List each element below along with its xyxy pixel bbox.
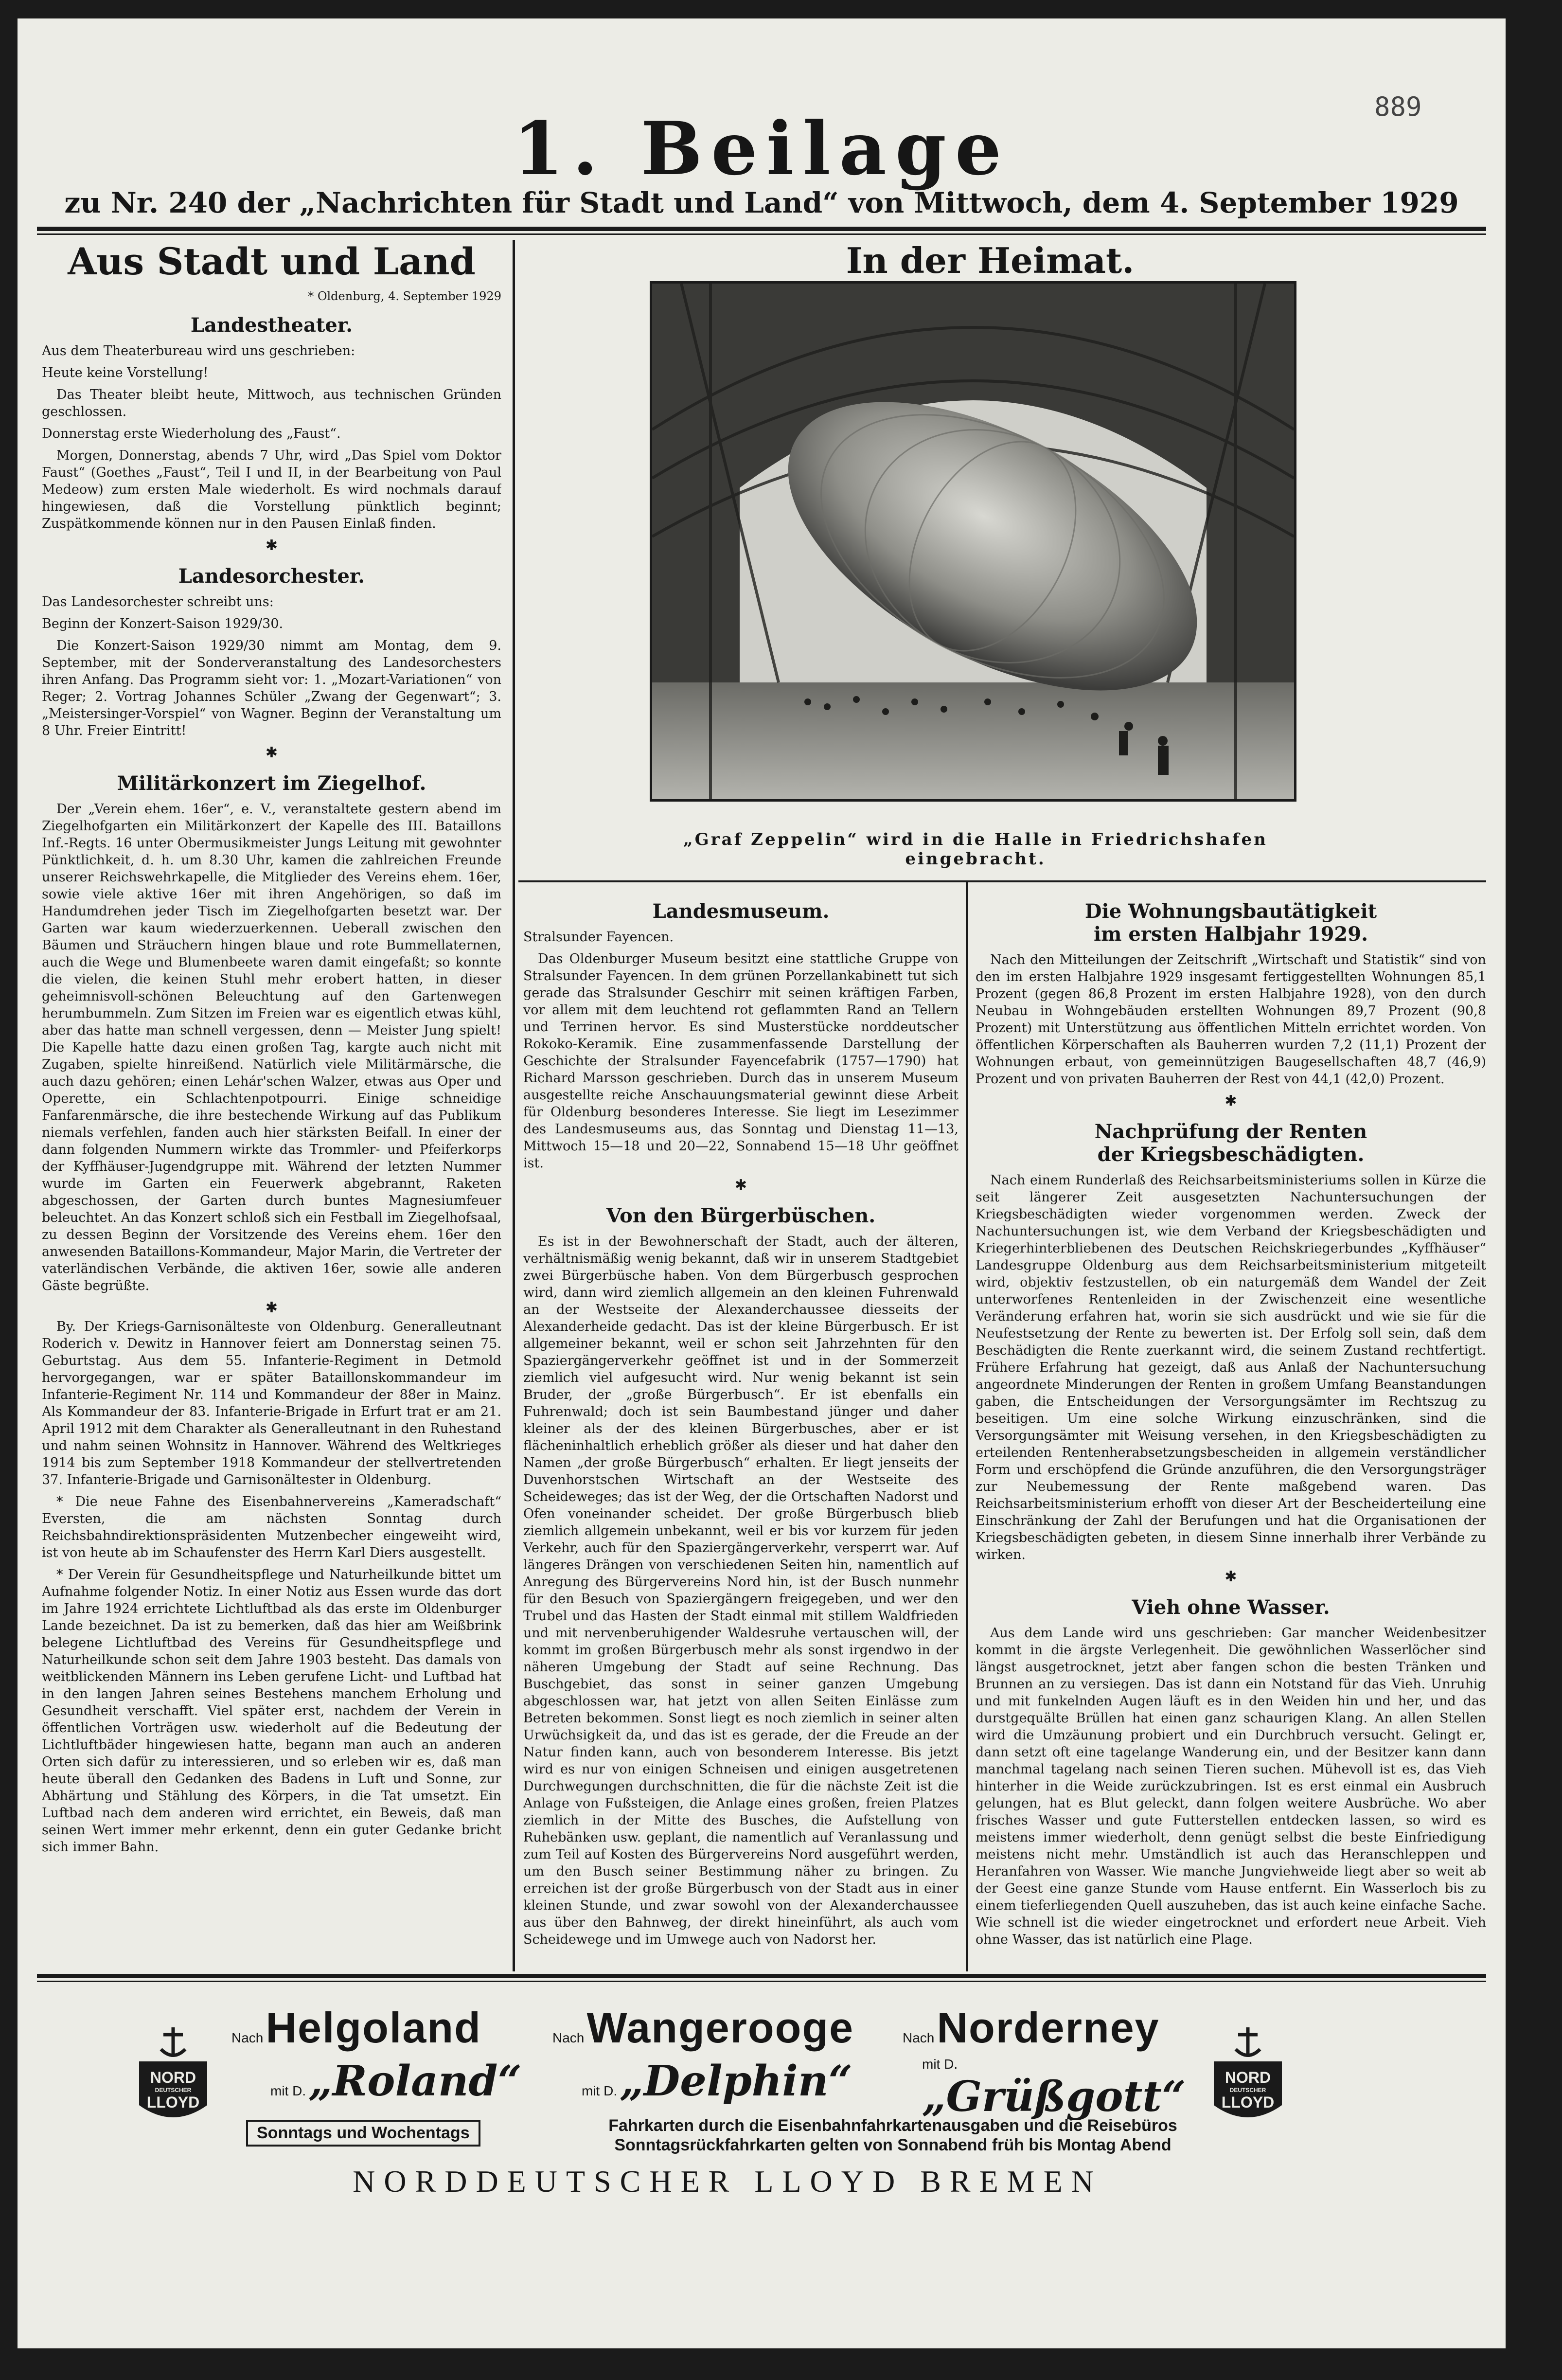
fahrkarten-info [582,2116,1204,2155]
destination-norderney [903,2003,1204,2053]
article-paragraph: Es ist in der Bewohnerschaft der Stadt, auch der älteren, verhältnismäßig wenig bekannt, daß wir in unserem Stadtgebiet zwei Bürgerbüsche haben. Von dem Bürgerbusch gesprochen wird, dann wird ziemlich allgemein an den kleinen Fuhrenwald an der Westseite der Alexanderchaussee diesseits der Alexanderheide gedacht. Das ist der kleine Bürgerbusch. Er ist allgemeiner bekannt, weil er schon seit Jahrzehnten für den Spaziergängerverkehr geöffnet ist und in der Sommerzeit ziemlich viel aufgesucht wird. Nur wenig bekannt ist sein Bruder, der „große Bürgerbusch“. Er ist ebenfalls ein Fuhrenwald; doch ist sein Baumbestand jünger und daher kleiner als der des kleinen Bürgerbusches, aber er ist flächeninhaltlich erheblich größer als dieser und hat daher den Namen „der große Bürgerbusch“ erhalten. Er liegt jenseits der Duvenhorstschen Wirtschaft an der Westseite des Scheideweges; das ist der Weg, der die Ortschaften Nadorst und Ofen voneinander scheidet. Der große Bürgerbusch blieb ziemlich allgemein unbekannt, weil er bis vor kurzem für jeden Verkehr, auch für den Spaziergängerverkehr, versperrt war. Auf längeres Drängen von verschiedenen Seiten hin, namentlich auf Anregung des Bürgervereins Nord hin, ist der Busch nunmehr für den Besuch von Spaziergängern freigegeben, und wer den Trubel und das Hasten der Stadt einmal mit stillem Waldfrieden und mit nervenberuhigender Waldesruhe vertauschen will, der kommt im großen Bürgerbusch mehr als sonst irgendwo in der näheren Umgebung der Stadt auf seine Rechnung. Das Buschgebiet, das sonst in seiner ganzen Umgebung abgeschlossen war, hat jetzt von allen Seiten Einlässe zum Betreten bekommen. Sonst liegt es noch ziemlich in seiner alten Urwüchsigkeit da, und das ist es gerade, der die Freude an der Natur finden kann, auch von besonderem Interesse. Bis jetzt wird es nur von einigen Schneisen und einigen ausgetretenen Durchwegungen durchschnitten, die für die nächste Zeit ist die Anlage von Fußsteigen, die Anlage eines großen, freien Platzes ziemlich in der Mitte des Busches, die Aufstellung von Ruhebänken usw. geplant, die namentlich auf Veranlassung und zum Teil auf Kosten des Bürgervereins Nord ausgeführt werden, um den Busch seiner Bestimmung näher zu bringen. Zu erreichen ist der große Bürgerbusch von der Stadt aus in einer kleinen Stunde, und zwar sowohl von der Alexanderchaussee aus über den Bahnweg, der direkt hineinführt, als auch vom Scheidewege und im Umwege auch von Nadorst her. [523,1234,958,1947]
heimat-heading: In der Heimat. [846,240,1135,281]
section-heading: Aus Stadt und Land [68,240,476,283]
logo-word: LLOYD [1221,2094,1275,2111]
article-paragraph: Morgen, Donnerstag, abends 7 Uhr, wird „Das Spiel vom Doktor Faust“ (Goethes „Faust“, Teil I und II, in der Bearbeitung von Paul Medeow) zum ersten Male wiederholt. Es wird nochmals darauf hingewiesen, daß die Vorstellung pünktlich beginnt; Zuspätkommende können nur in den Pausen Einlaß finden. [42,448,501,531]
article-subheading: Donnerstag erste Wiederholung des „Faust“. [42,426,341,441]
mit-d-label: mit D. [270,2083,306,2098]
article-paragraph: Das Oldenburger Museum besitzt eine stattliche Gruppe von Stralsunder Fayencen. In dem grünen Porzellankabinett tut sich gerade das Stralsunder Geschirr mit seinen kräftigen Farben, vor allem mit dem leuchtend rot geflammten Rand an Tellern und Terrinen hervor. Es sind Musterstücke norddeutscher Rokoko-Keramik. Eine zusammenfassende Darstellung der Geschichte der Stralsunder Fayencefabrik (1757—1790) hat Richard Marsson geschrieben. Durch das in unserem Museum ausgestellte reiche Anschauungsmaterial gewinnt diese Arbeit für Oldenburg besonderes Interesse. Sie liegt im Lesezimmer des Landesmuseums aus, das Sonntag und Dienstag 11—13, Mittwoch 15—18 und 20—22, Sonnabend 15—18 Uhr geöffnet ist. [523,951,958,1171]
ship-name: „Roland“ [308,2057,522,2106]
logo-word: LLOYD [146,2094,200,2111]
fahrkarten-line: Sonntagsrückfahrkarten gelten von Sonnabend früh bis Montag Abend [614,2136,1172,2154]
article-lead: Das Landesorchester schreibt uns: [42,594,274,609]
article-subheading: Heute keine Vorstellung! [42,365,209,380]
header-rule-thin [37,233,1486,235]
lloyd-logo-left [134,2022,212,2129]
article-paragraph: Der „Verein ehem. 16er“, e. V., veranstaltete gestern abend im Ziegelhofgarten ein Militärkonzert der Kapelle des III. Bataillons Inf.-Regts. 16 unter Obermusikmeister Jungs Leitung mit gewohnter Pünktlichkeit, d. h. um 8.30 Uhr, kamen die zahlreichen Freunde unserer Reichswehrkapelle, die Mitglieder des Vereins ehem. 16er, sowie viele aktive 16er mit ihren Angehörigen, so daß im Handumdrehen jeder Tisch im Ziegelhofgarten besetzt war. Der Garten war kaum wiederzuerkennen. Ueberall zwischen den Bäumen und Sträuchern hingen blaue und rote Bummellaternen, auch die Wege und Blumenbeete waren damit eingefaßt; so konnte die vielen, die keinen Stuhl mehr erobert hatten, in dieser geheimnisvoll-schönen Beleuchtung auf den Gartenwegen herumbummeln. Zum Sitzen im Freien war es eigentlich etwas kühl, aber das hatte man schnell vergessen, denn — Meister Jung spielt! Die Kapelle hatte dazu einen großen Tag, kargte auch nicht mit Zugaben, spielte hinreißend. Natürlich viele Militärmärsche, die auch dazu gehören; einen Lehár'schen Walzer, etwas aus Oper und Operette, ein Schlachtenpotpourri. Einige schneidige Fanfarenmärsche, die ihre bestechende Wirkung auf das Publikum niemals verfehlen, fanden auch hier stärksten Beifall. In einer der dann folgenden Nummern wirkte das Trommler- und Pfeiferkorps der Kyffhäuser-Jugendgruppe mit. Während der letzten Nummer wurde im Garten ein Feuerwerk abgebrannt, Raketen abgeschossen, der Garten durch buntes Magnesiumfeuer beleuchtet. An das Konzert schloß sich ein Festball im Ziegelhofsaal, zu dessen Beginn der Vorsitzende des Vereins ehem. 16er den anwesenden Bataillons-Kommandeur, Major Marin, die Vertreter der vaterländischen Verbände, die aktiven 16er, sowie alle anderen Gäste begrüßte. [42,802,501,1293]
lloyd-advertisement [134,2003,1408,2212]
article-paragraph: By. Der Kriegs-Garnisonälteste von Oldenburg. Generalleutnant Roderich v. Dewitz in Hannover feiert am Donnerstag seinen 75. Geburtstag. Aus dem 55. Infanterie-Regiment in Detmold hervorgegangen, war er später Bataillonskommandeur im Infanterie-Regiment Nr. 114 und Kommandeur der 88er in Mainz. Als Kommandeur der 83. Infanterie-Brigade in Erfurt trat er am 21. April 1912 mit dem Charakter als Generalleutnant in den Ruhestand und nahm seinen Wohnsitz in Hannover. Während des Weltkrieges 1914 bis zum September 1918 Kommandeur der stellvertretenden 37. Infanterie-Brigade und Garnisonältester in Oldenburg. [42,1319,501,1487]
separator-star: ✱ [1225,1568,1237,1585]
article-heading: Die Wohnungsbautätigkeit [1084,900,1377,923]
header-rule [37,227,1486,231]
article-heading: Vieh ohne Wasser. [1132,1596,1330,1619]
issue-subtitle: zu Nr. 240 der „Nachrichten für Stadt und Land“ von Mittwoch, dem 4. September 1929 [64,186,1459,219]
destination-name: Helgoland [266,2004,481,2052]
article-heading: Von den Bürgerbüschen. [606,1204,876,1227]
separator-star: ✱ [265,537,278,554]
separator-star: ✱ [734,1177,747,1194]
article-heading: Militärkonzert im Ziegelhof. [117,772,426,795]
right-column [976,889,1486,1971]
logo-word: DEUTSCHER [1229,2087,1266,2094]
separator-star: ✱ [1225,1092,1237,1109]
ship-name: „Delphin“ [620,2057,852,2106]
destination-helgoland [231,2003,543,2053]
logo-word: NORD [150,2069,196,2086]
ship-name: „Grüßgott“ [922,2072,1186,2121]
article-subheading: Beginn der Konzert-Saison 1929/30. [42,616,284,631]
article-paragraph: Nach einem Runderlaß des Reichsarbeitsministeriums sollen in Kürze die seit längerer Zeit ausgesetzten Nachuntersuchungen der Kriegsbeschädigten wieder vorgenommen werden. Zweck der Nachuntersuchungen ist, wie dem Verband der Kriegsbeschädigten und Kriegerhinterbliebenen des Deutschen Reichskriegerbundes „Kyffhäuser“ Landesgruppe Oldenburg aus dem Reichsarbeitsministerium mitgeteilt wird, objektiv festzustellen, ob ein naturgemäß dem Wandel der Zeit unterworfenes Rentenleiden in der Zwischenzeit eine wesentliche Veränderung erfahren hat, worin sie sich ausdrückt und wie sie für die Neufestsetzung der Rente zu bewerten ist. Der Erfolg soll sein, daß dem Beschädigten die Rente zuerkannt wird, die seinem Zustand rechtfertigt. Frühere Erfahrung hat gezeigt, daß aus Anlaß der Nachuntersuchung angeordnete Minderungen der Renten in großem Umfang Beanstandungen gaben, die Entscheidungen der Versorgungsämter im Rechtszug zu beseitigen. Um eine solche Wirkung einzuschränken, sind die Versorgungsämter mit Weisung versehen, in den Kriegsbeschädigten zu erteilenden Rentenherabsetzungsbescheiden in allgemein verständlicher Form und erschöpfend die Gründe anzuführen, die den Versorgungsträger zur Neubemessung der Rente maßgebend waren. Das Reichsarbeitsministerium erhofft von dieser Art der Bescheiderteilung eine Einschränkung der Zahl der Berufungen und hat die Organisationen der Kriegsbeschädigten gebeten, in diesem Sinne innerhalb ihrer Verbände zu wirken. [976,1173,1486,1562]
ship-roland [270,2057,543,2106]
destination-name: Wangerooge [586,2004,854,2052]
footer-rule [37,1974,1486,1978]
nach-label: Nach [231,2030,264,2045]
column-divider [513,240,515,1971]
zeppelin-photo [650,281,1296,802]
article-heading: Landestheater. [190,314,353,337]
section-rule [518,880,1486,882]
sonntags-box: Sonntags und Wochentags [246,2120,480,2147]
destination-wangerooge [552,2003,903,2053]
fahrkarten-line: Fahrkarten durch die Eisenbahnfahrkartenausgaben und die Reisebüros [608,2116,1177,2135]
article-heading-line2: im ersten Halbjahr 1929. [1093,923,1368,946]
photo-caption: „Graf Zeppelin“ wird in die Halle in Friedrichshafen eingebracht. [683,830,1268,869]
nach-label: Nach [903,2030,935,2045]
article-paragraph: Aus dem Lande wird uns geschrieben: Gar mancher Weidenbesitzer kommt in die ärgste Verlegenheit. Die gewöhnlichen Wasserlöcher sind längst ausgetrocknet, jetzt aber fangen schon die besten Tränken und Brunnen an zu versiegen. Das ist dann ein Notstand für das Vieh. Unruhig und mit funkelnden Augen läuft es in den Weiden hin und her, und das durstgequälte Brüllen hat einen ganz schaurigen Klang. An allen Stellen wird die Umzäunung probiert und ein Durchbruch versucht. Gelingt er, dann setzt oft eine tagelange Wanderung ein, und der Besitzer kann dann manchmal tagelang nach seinen Tieren suchen. Mühevoll ist es, das Vieh hinterher in die Weide zurückzubringen. Ist es erst einmal ein Ausbruch gelungen, hat es Blut geleckt, dann folgen weitere Ausbrüche. Wo aber frisches Wasser und gute Futterstellen entdecken lassen, so wird es meistens immer wiederholt, denn genügt selbst die beste Einfriedigung meistens nicht mehr. Umständlich ist auch das Heranschleppen und Heranfahren von Wasser. Wie manche Jungviehweide liegt aber so weit ab der Geest eine ganze Stunde vom Hause entfernt. Ein Wasserloch bis zu einem tieferliegenden Quell auszuheben, das ist auch keine einfache Sache. Wie schnell ist die wieder eingetrocknet und erfordert neue Arbeit. Vieh ohne Wasser, das ist natürlich eine Plage. [976,1626,1486,1947]
nach-label: Nach [552,2030,585,2045]
dateline: * Oldenburg, 4. September 1929 [308,289,501,303]
article-paragraph: Nach den Mitteilungen der Zeitschrift „Wirtschaft und Statistik“ sind von den im ersten Halbjahre 1929 insgesamt fertiggestellten Wohnungen 85,1 Prozent (gegen 86,8 Prozent im ersten Halbjahre 1928), von den durch Neubau in Wohngebäuden erstellten Wohnungen 89,7 Prozent (90,8 Prozent) mit Unterstützung aus öffentlichen Mitteln errichtet worden. Von öffentlichen Körperschaften als Bauherren wurden 7,2 (11,1) Prozent der Wohnungen erbaut, von gemeinnützigen Baugesellschaften 48,7 (46,9) Prozent und von privaten Bauherren der Rest von 44,1 (42,0) Prozent. [976,952,1486,1087]
article-paragraph: Das Theater bleibt heute, Mittwoch, aus technischen Gründen geschlossen. [42,387,501,419]
article-heading: Landesorchester. [178,565,365,588]
zeppelin-hangar-image [652,284,1294,799]
article-heading: Nachprüfung der Renten [1094,1120,1367,1143]
ship-delphin [582,2057,883,2106]
column-divider [966,882,968,1971]
lloyd-footer: NORDDEUTSCHER LLOYD BREMEN [353,2164,1102,2199]
separator-star: ✱ [265,744,278,761]
newspaper-page [18,18,1506,2348]
separator-star: ✱ [265,1299,278,1316]
article-subheading: Stralsunder Fayencen. [523,930,674,945]
destination-name: Norderney [937,2004,1160,2052]
article-paragraph: * Der Verein für Gesundheitspflege und Naturheilkunde bittet um Aufnahme folgender Notiz. In einer Notiz aus Essen wurde das dort im Jahre 1924 errichtete Lichtluftbad als das erste im Oldenburger Lande bezeichnet. Da ist zu bemerken, daß das hier am Weißbrink belegene Lichtluftbad des Vereins für Gesundheitspflege und Naturheilkunde schon seit dem Jahre 1903 besteht. Das damals von weitblickenden Männern ins Leben gerufene Licht- und Luftbad hat in den langen Jahren seines Bestehens manchem Erholung und Gesundheit verschafft. Viel später erst, nachdem der Verein in öffentlichen Vorträgen usw. wiederholt auf die Bedeutung der Lichtluftbäder hingewiesen hatte, begann man auch an anderen Orten sich dafür zu interessieren, und so erleben wir es, daß man heute überall den Gedanken des Badens in Luft und Sonne, zur Abhärtung und Stählung des Körpers, in die Tat umsetzt. Ein Luftbad nach dem anderen wird errichtet, ein Beweis, daß man seinen Wert immer mehr erkennt, denn ein guter Gedanke bricht sich immer Bahn. [42,1567,501,1855]
page-number: 889 [1374,91,1422,122]
logo-word: NORD [1225,2069,1271,2086]
logo-word: DEUTSCHER [155,2087,192,2094]
footer-rule-thin [37,1981,1486,1982]
article-lead: Aus dem Theaterbureau wird uns geschrieben: [42,343,355,358]
lloyd-logo-right [1209,2022,1287,2129]
middle-column [523,889,958,1971]
left-column [42,240,501,1971]
article-paragraph: * Die neue Fahne des Eisenbahnervereins „Kameradschaft“ Eversten, die am nächsten Sonntag durch Reichsbahndirektionspräsidenten Mutzenbecher eingeweiht wird, ist von heute ab im Schaufenster des Herrn Karl Diers ausgestellt. [42,1494,501,1560]
article-heading-line2: der Kriegsbeschädigten. [1097,1143,1365,1166]
article-heading: Landesmuseum. [652,900,830,923]
mit-d-label: mit D. [582,2083,618,2098]
ship-gruessgott [922,2057,1214,2121]
page-title: 1. Beilage [513,106,1011,192]
article-paragraph: Die Konzert-Saison 1929/30 nimmt am Montag, dem 9. September, mit der Sonderveranstaltung des Landesorchesters ihren Anfang. Das Programm sieht vor: 1. „Mozart-Variationen“ von Reger; 2. Vortrag Johannes Schüler „Zwang der Gegenwart“; 3. „Meistersinger-Vorspiel“ von Wagner. Beginn der Veranstaltung um 8 Uhr. Freier Eintritt! [42,638,501,738]
mit-d-label: mit D. [922,2057,958,2072]
